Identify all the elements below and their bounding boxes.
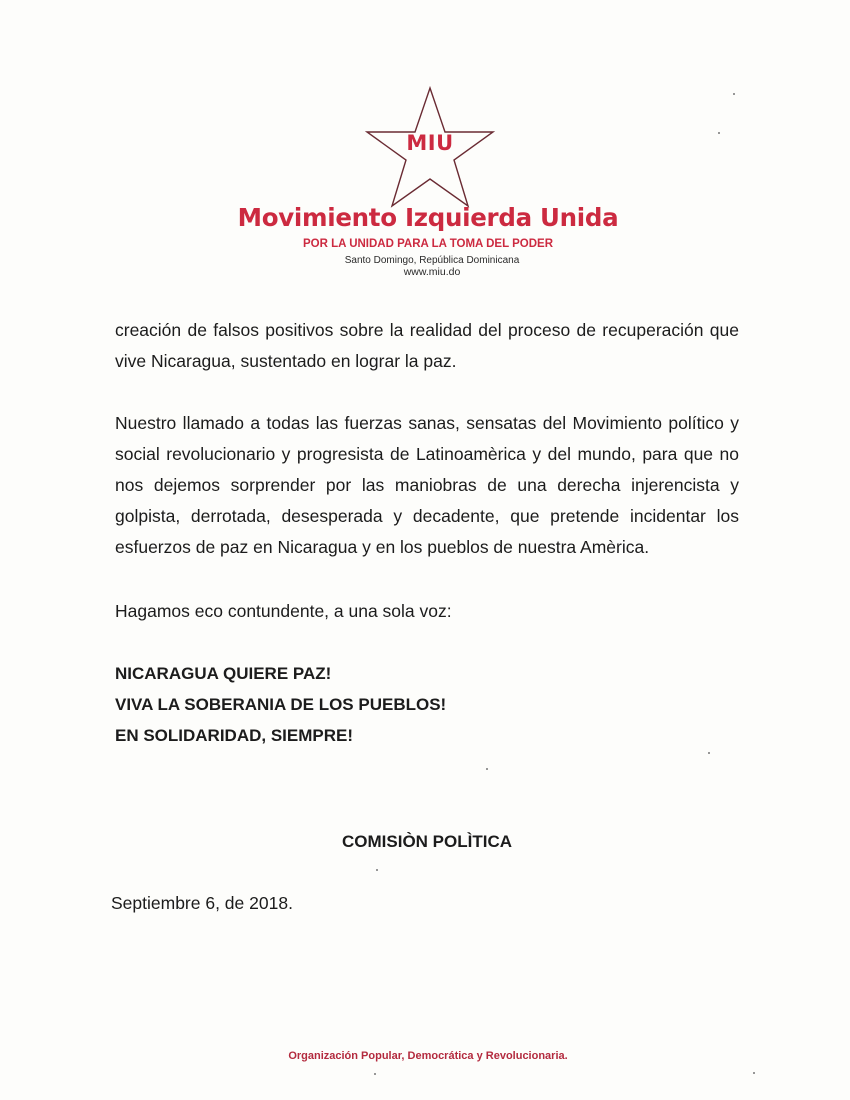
letter-date: Septiembre 6, de 2018. xyxy=(111,893,293,913)
scan-speck xyxy=(376,869,378,871)
slogans xyxy=(115,658,739,751)
slogan-line: NICARAGUA QUIERE PAZ! xyxy=(115,664,332,683)
scan-speck xyxy=(753,1072,755,1074)
organization-tagline: POR LA UNIDAD PARA LA TOMA DEL PODER xyxy=(302,238,554,250)
scan-speck xyxy=(374,1073,376,1075)
organization-name: Movimiento Izquierda Unida xyxy=(237,203,619,232)
body-paragraph-1: creación de falsos positivos sobre la realidad del proceso de recuperación que vive Nicaragua, sustentado en lograr la paz. xyxy=(115,320,739,371)
scan-speck xyxy=(708,752,710,754)
slogan-line: EN SOLIDARIDAD, SIEMPRE! xyxy=(115,726,354,745)
scan-speck xyxy=(733,93,735,95)
logo-abbreviation: MIU xyxy=(406,131,454,155)
organization-website: www.miu.do xyxy=(403,266,461,278)
body-paragraph-3: Hagamos eco contundente, a una sola voz: xyxy=(115,601,452,621)
organization-location: Santo Domingo, República Dominicana xyxy=(344,255,520,266)
body-paragraph-2: Nuestro llamado a todas las fuerzas sanas, sensatas del Movimiento político y social revolucionario y progresista de Latinoamèrica y del mundo, para que no nos dejemos sorprender por las maniobras de una derecha injerencista y golpista, derrotada, desesperada y decadente, que pretende incidentar los esfuerzos de paz en Nicaragua y en los pueblos de nuestra Amèrica. xyxy=(115,413,739,557)
footer-slogan: Organización Popular, Democrática y Revolucionaria. xyxy=(288,1050,568,1062)
letterhead xyxy=(0,85,850,285)
scan-speck xyxy=(486,768,488,770)
scan-speck xyxy=(718,132,720,134)
signature-commission: COMISIÒN POLÌTICA xyxy=(342,832,512,851)
slogan-line: VIVA LA SOBERANIA DE LOS PUEBLOS! xyxy=(115,695,447,714)
